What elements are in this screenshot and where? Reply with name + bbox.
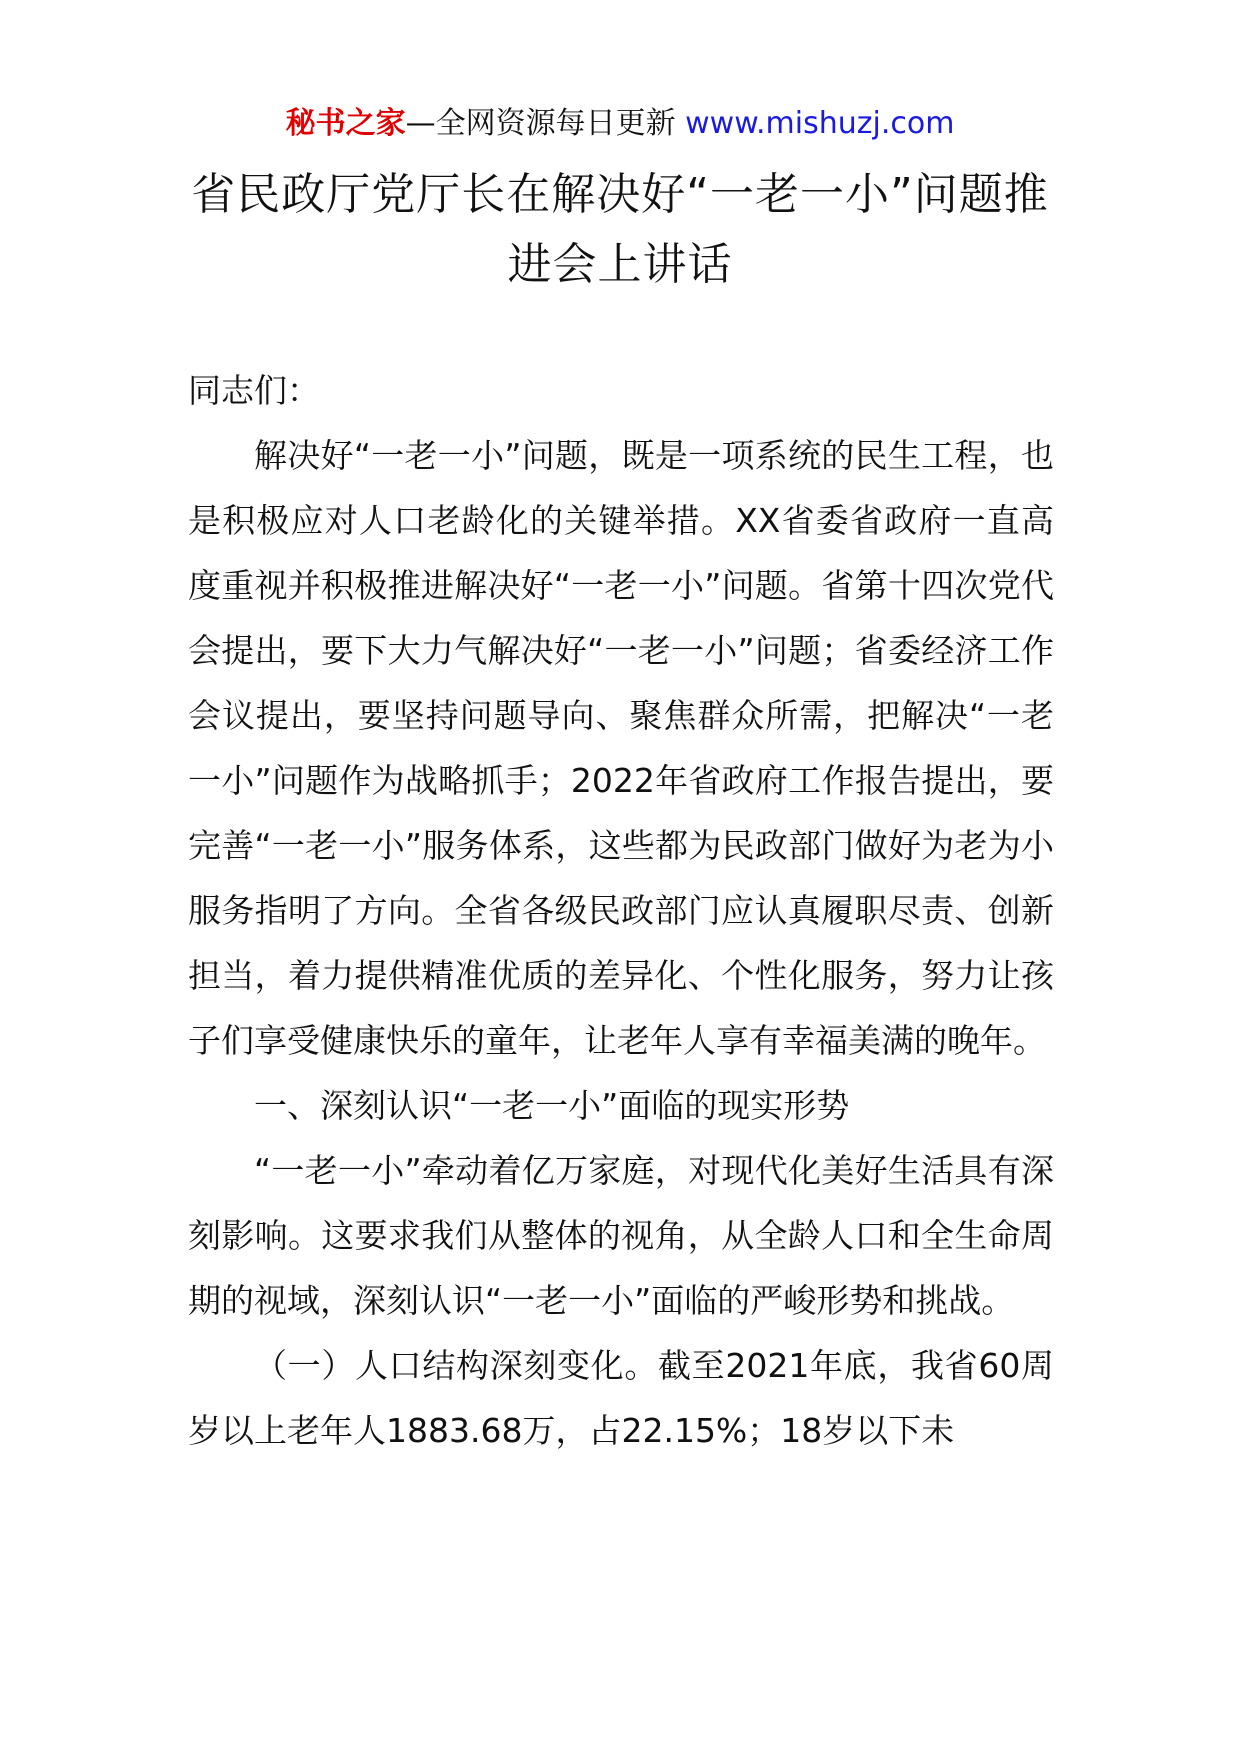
salutation: 同志们： bbox=[188, 371, 320, 410]
paragraph: “一老一小”牵动着亿万家庭，对现代化美好生活具有深刻影响。这要求我们从整体的视角，从全龄人口和全生命周期的视域，深刻认识“一老一小”面临的严峻形势和挑战。 bbox=[188, 1151, 1054, 1320]
paragraph: （一）人口结构深刻变化。截至2021年底，我省60周岁以上老年人1883.68万，占22.15%；18岁以下未 bbox=[188, 1346, 1054, 1450]
document-title: 省民政厅党厅长在解决好“一老一小”问题推进会上讲话 bbox=[191, 169, 1049, 290]
site-url-link[interactable]: www.mishuzj.com bbox=[685, 106, 955, 141]
brand-name: 秘书之家 bbox=[285, 106, 406, 141]
paragraph: 解决好“一老一小”问题，既是一项系统的民生工程，也是积极应对人口老龄化的关键举措。XX省委省政府一直高度重视并积极推进解决好“一老一小”问题。省第十四次党代会提出，要下大力气解决好“一老一小”问题；省委经济工作会议提出，要坚持问题导向、聚焦群众所需，把解决“一老一小”问题作为战略抓手；2022年省政府工作报告提出，要完善“一老一小”服务体系，这些都为民政部门做好为老为小服务指明了方向。全省各级民政部门应认真履职尽责、创新担当，着力提供精准优质的差异化、个性化服务，努力让孩子们享受健康快乐的童年，让老年人享有幸福美满的晚年。 bbox=[188, 436, 1054, 1060]
document-body bbox=[188, 358, 1054, 1463]
section-heading: 一、深刻认识“一老一小”面临的现实形势 bbox=[254, 1086, 850, 1125]
site-header bbox=[0, 102, 1240, 146]
header-slogan: —全网资源每日更新 bbox=[405, 106, 686, 141]
